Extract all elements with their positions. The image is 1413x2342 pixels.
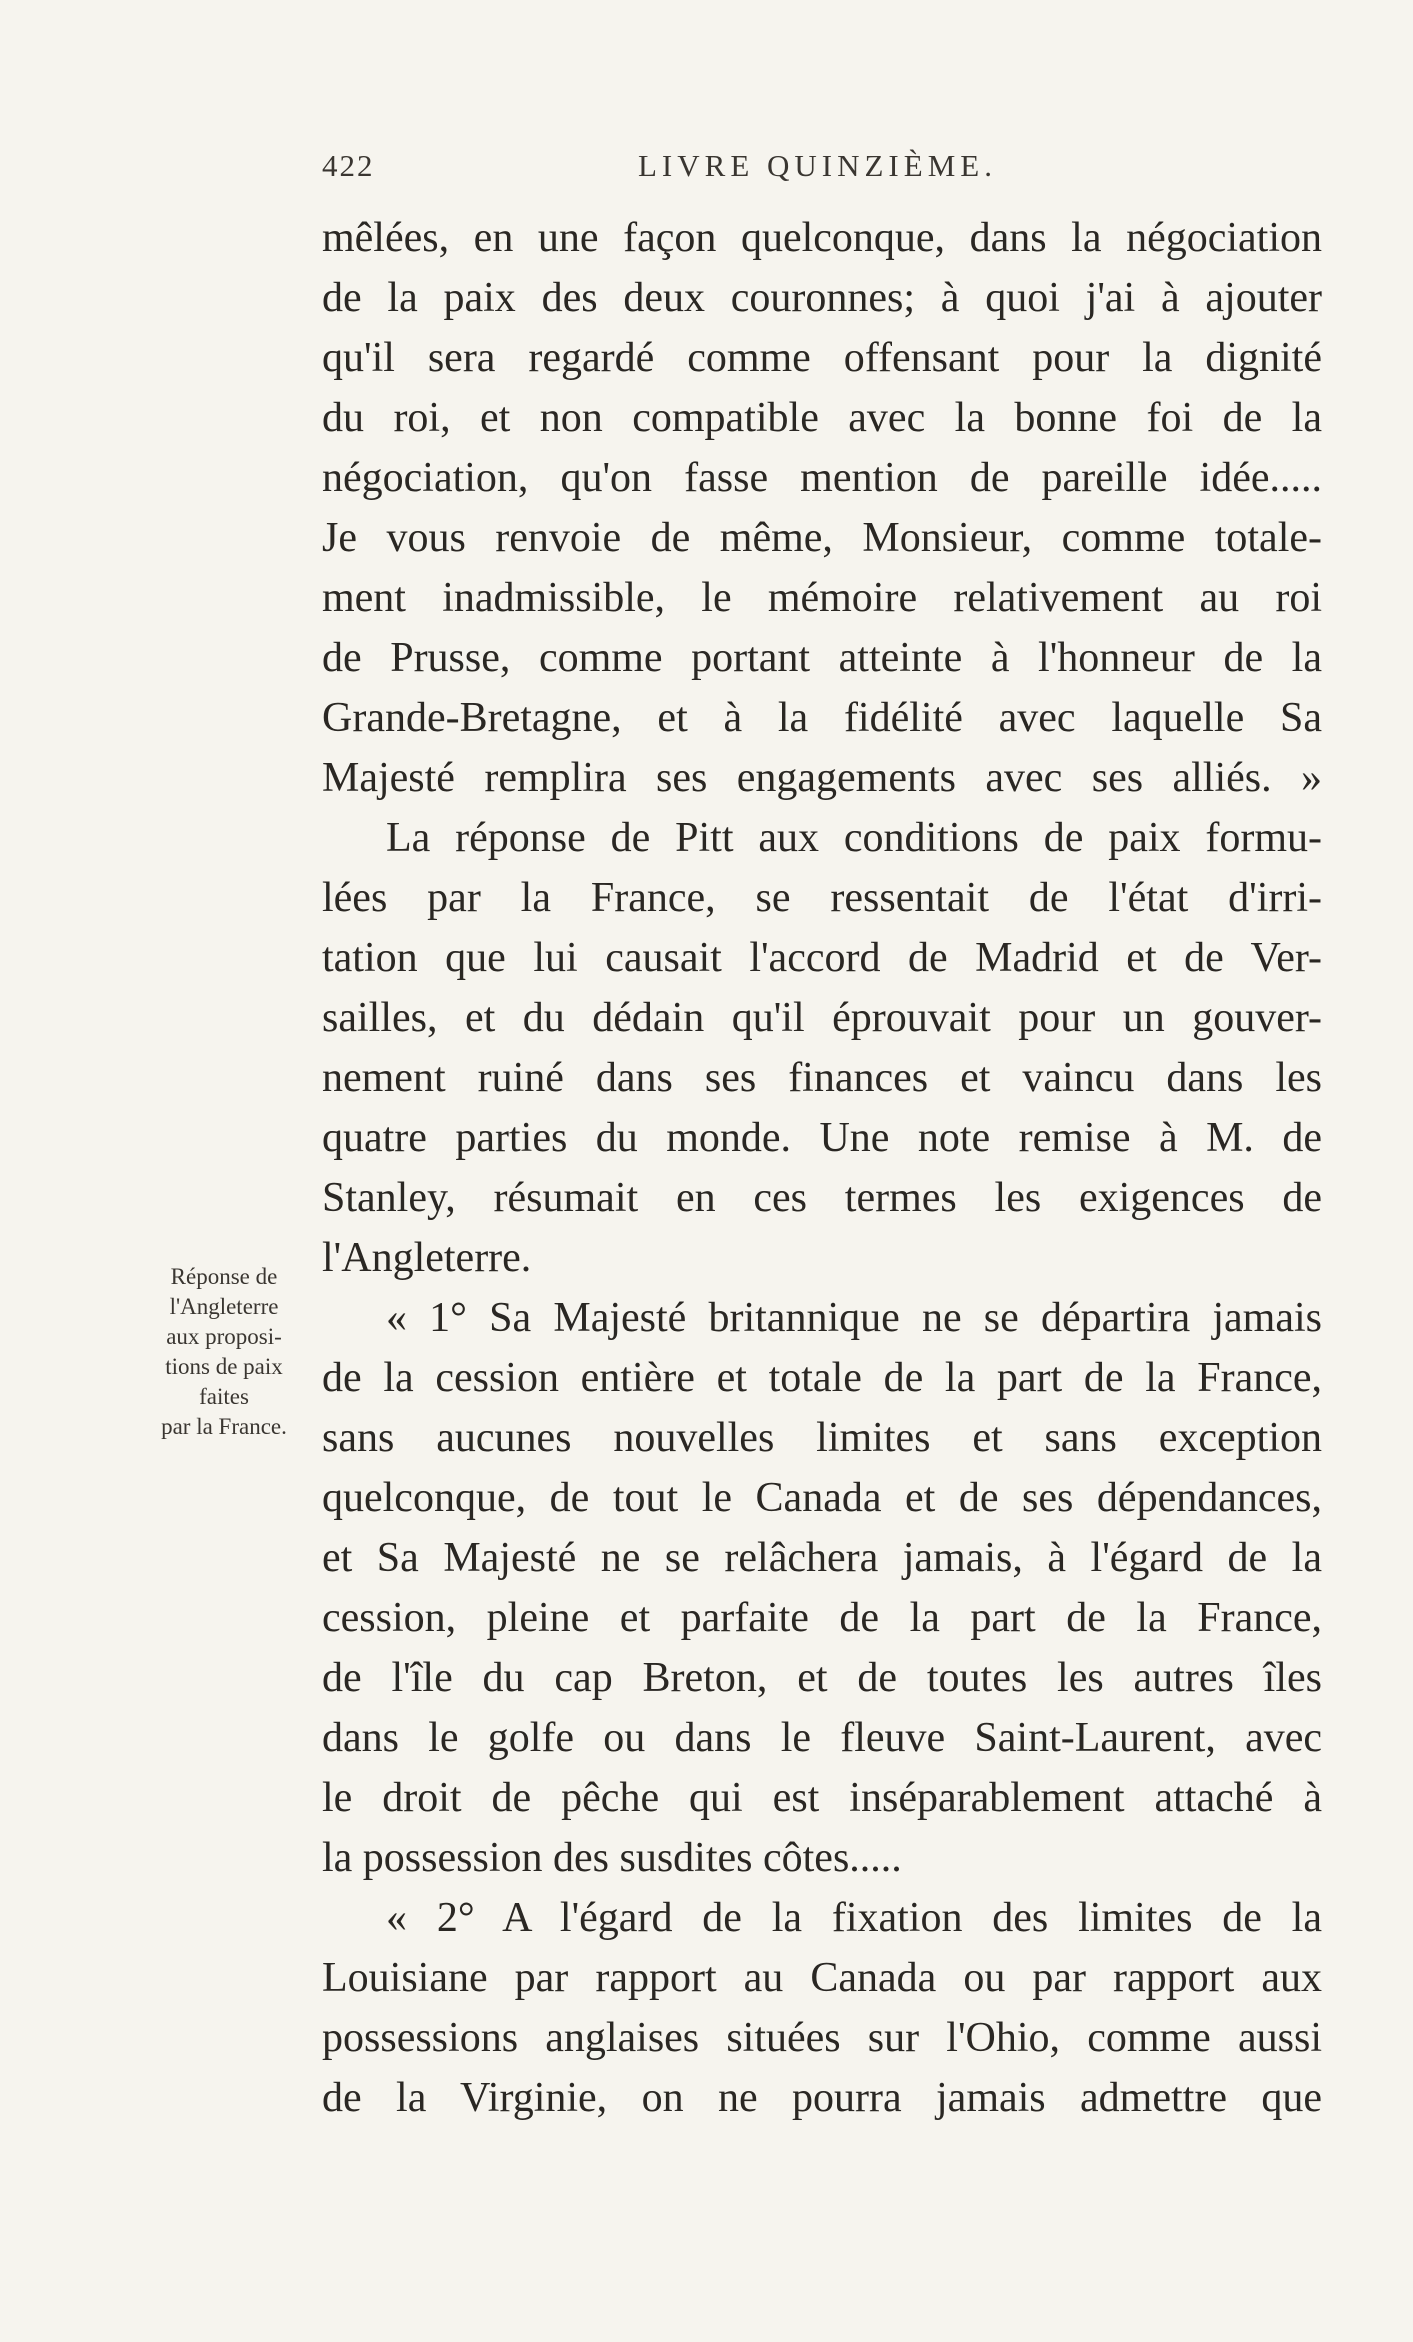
text-line: la possession des susdites côtes..... (322, 1835, 902, 1881)
text-line: tation que lui causait l'accord de Madrid et de Ver- (322, 935, 1322, 981)
text-line: de la cession entière et totale de la part de la France, (322, 1355, 1322, 1401)
text-line: sailles, et du dédain qu'il éprouvait pour un gouver- (322, 995, 1322, 1041)
running-title: LIVRE QUINZIÈME. (638, 148, 997, 183)
text-line: Majesté remplira ses engagements avec ses alliés. » (322, 755, 1322, 801)
text-line: l'Angleterre. (322, 1235, 532, 1281)
text-line: « 2° A l'égard de la fixation des limites de la (386, 1895, 1322, 1941)
text-line: de la Virginie, on ne pourra jamais admettre que (322, 2075, 1322, 2121)
text-line: Grande-Bretagne, et à la fidélité avec laquelle Sa (322, 695, 1322, 741)
text-line: quatre parties du monde. Une note remise à M. de (322, 1115, 1322, 1161)
margin-note-line: l'Angleterre (169, 1294, 279, 1319)
text-line: mêlées, en une façon quelconque, dans la négociation (322, 215, 1322, 261)
text-line: lées par la France, se ressentait de l'état d'irri- (322, 875, 1322, 921)
text-line: dans le golfe ou dans le fleuve Saint-Laurent, avec (322, 1715, 1322, 1761)
text-line: de Prusse, comme portant atteinte à l'honneur de la (322, 635, 1322, 681)
text-line: le droit de pêche qui est inséparablement attaché à (322, 1775, 1322, 1821)
text-line: Louisiane par rapport au Canada ou par rapport aux (322, 1955, 1322, 2001)
text-line: négociation, qu'on fasse mention de pareille idée..... (322, 455, 1322, 501)
text-line: du roi, et non compatible avec la bonne foi de la (322, 395, 1322, 441)
page-number: 422 (322, 148, 375, 183)
text-line: et Sa Majesté ne se relâchera jamais, à l'égard de la (322, 1535, 1322, 1581)
text-line: sans aucunes nouvelles limites et sans exception (322, 1415, 1322, 1461)
text-line: nement ruiné dans ses finances et vaincu dans les (322, 1055, 1322, 1101)
text-line: Je vous renvoie de même, Monsieur, comme totale- (322, 515, 1322, 561)
text-line: La réponse de Pitt aux conditions de paix formu- (386, 815, 1322, 861)
text-line: possessions anglaises situées sur l'Ohio, comme aussi (322, 2015, 1322, 2061)
text-line: quelconque, de tout le Canada et de ses dépendances, (322, 1475, 1322, 1521)
margin-note-line: faites (199, 1384, 249, 1409)
text-line: ment inadmissible, le mémoire relativement au roi (322, 575, 1322, 621)
margin-note-line: Réponse de (170, 1264, 278, 1289)
text-line: Stanley, résumait en ces termes les exigences de (322, 1175, 1322, 1221)
running-header (322, 148, 1322, 192)
margin-note-line: aux proposi- (166, 1324, 282, 1349)
text-line: qu'il sera regardé comme offensant pour la dignité (322, 335, 1322, 381)
text-line: de la paix des deux couronnes; à quoi j'ai à ajouter (322, 275, 1322, 321)
text-line: de l'île du cap Breton, et de toutes les autres îles (322, 1655, 1322, 1701)
margin-note-line: tions de paix (165, 1354, 283, 1379)
text-line: « 1° Sa Majesté britannique ne se départira jamais (386, 1295, 1322, 1341)
margin-note-line: par la France. (161, 1414, 287, 1439)
text-line: cession, pleine et parfaite de la part de la France, (322, 1595, 1322, 1641)
